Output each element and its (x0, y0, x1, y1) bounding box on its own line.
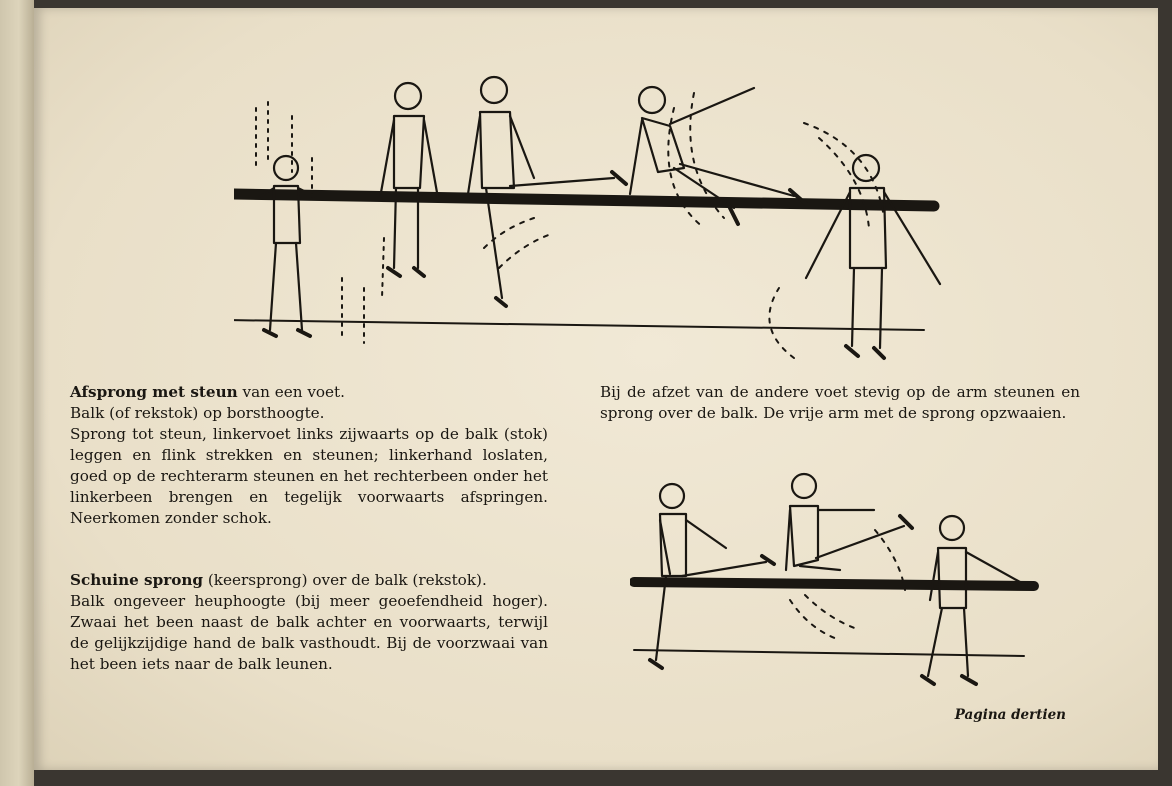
section2-text (70, 570, 548, 675)
page-number: Pagina dertien (954, 707, 1066, 723)
section2-heading-line (70, 570, 548, 591)
section1-heading-line (70, 382, 548, 403)
left-page-edge (0, 0, 34, 786)
section1-line-2: Sprong tot steun, linkervoet links zijwaarts op de balk (stok) leggen en flink strekken en steunen; linkerhand loslaten, goed op de rechterarm steunen en het rechterbeen onder het linkerbeen brengen en tegelijk voorwaarts afspringen. Neerkomen zonder schok. (70, 425, 548, 527)
page (34, 8, 1158, 770)
section1-continued-text: Bij de afzet van de andere voet stevig op de arm steunen en sprong over de balk. De vrije arm met de sprong opzwaaien. (600, 383, 1080, 422)
section2-heading-rest: (keersprong) over de balk (rekstok). (207, 571, 487, 589)
section2-heading: Schuine sprong (70, 571, 204, 589)
section1-line-1: Balk (of rekstok) op borsthoogte. (70, 404, 325, 422)
bottom-illustration (630, 470, 1050, 700)
section1-heading: Afsprong met steun (70, 383, 238, 401)
section1-continued (600, 382, 1080, 424)
section1-text (70, 382, 548, 529)
section2-line-1: Balk ongeveer heuphoogte (bij meer geoefendheid hoger). Zwaai het been naast de balk achter en voorwaarts, terwijl de gelijkzijdige hand de balk vasthoudt. Bij de voorzwaai van het been iets naar de balk leunen. (70, 592, 548, 673)
top-illustration (234, 68, 1134, 368)
section1-heading-rest: van een voet. (242, 383, 345, 401)
